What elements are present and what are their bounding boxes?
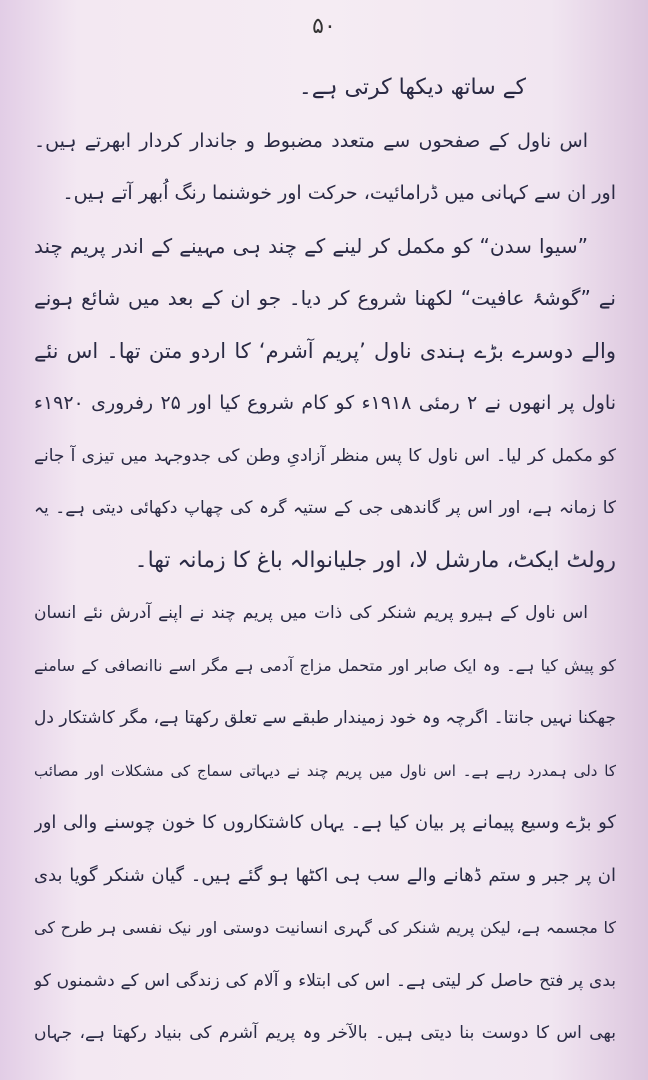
page-number: ۵۰ bbox=[312, 14, 336, 39]
text-line: اس ناول کے صفحوں سے متعدد مضبوط و جاندار کردار ابھرتے ہیں۔ bbox=[34, 129, 588, 152]
text-line: والے دوسرے بڑے ہندی ناول ’پریم آشرم‘ کا اردو متن تھا۔ اس نئے bbox=[34, 338, 616, 363]
text-line: ناول پر انھوں نے ۲ رمئی ۱۹۱۸ء کو کام شروع کیا اور ۲۵ رفروری ۱۹۲۰ء bbox=[34, 392, 616, 414]
text-line: کا دلی ہمدرد رہے ہے۔ اس ناول میں پریم چند نے دیہاتی سماج کی مشکلات اور مصائب bbox=[34, 761, 616, 780]
text-line: کو پیش کیا ہے۔ وہ ایک صابر اور متحمل مزاج آدمی ہے مگر اسے ناانصافی کے سامنے bbox=[34, 655, 616, 675]
text-line: رولٹ ایکٹ، مارشل لا، اور جلیانوالہ باغ کا زمانہ تھا۔ bbox=[134, 547, 616, 573]
text-line: ان پر جبر و ستم ڈھانے والے سب ہی اکٹھا ہو گئے ہیں۔ گیان شنکر گویا بدی bbox=[34, 864, 616, 886]
text-line: بدی پر فتح حاصل کر لیتی ہے۔ اس کی ابتلاء و آلام کی زندگی اس کے دشمنوں کو bbox=[34, 970, 616, 991]
text-line: کو بڑے وسیع پیمانے پر بیان کیا ہے۔ یہاں کاشتکاروں کا خون چوسنے والی اور bbox=[34, 812, 616, 833]
text-line: جھکنا نہیں جانتا۔ اگرچہ وہ خود زمیندار طبقے سے تعلق رکھتا ہے، مگر کاشتکار دل bbox=[34, 708, 616, 728]
text-line: اس ناول کے ہیرو پریم شنکر کی ذات میں پریم چند نے اپنے آدرش نئے انسان bbox=[34, 603, 588, 623]
text-line: کو مکمل کر لیا۔ اس ناول کا پس منظر آزادیِ وطن کی جدوجہد میں تیزی آ جانے bbox=[34, 445, 616, 466]
text-line: نے ”گوشۂ عافیت“ لکھنا شروع کر دیا۔ جو ان کے بعد میں شائع ہونے bbox=[34, 286, 616, 310]
text-line: کا مجسمہ ہے، لیکن پریم شنکر کی گہری انسانیت دوستی اور نیک نفسی ہر طرح کی bbox=[34, 918, 616, 937]
body-text bbox=[34, 62, 616, 1060]
text-line: بھی اس کا دوست بنا دیتی ہیں۔ بالآخر وہ پریم آشرم کی بنیاد رکھتا ہے، جہاں bbox=[34, 1023, 616, 1043]
text-line: کا زمانہ ہے، اور اس پر گاندھی جی کے ستیہ گرہ کی چھاپ دکھائی دیتی ہے۔ یہ bbox=[34, 498, 616, 518]
text-line: ”سیوا سدن“ کو مکمل کر لینے کے چند ہی مہینے کے اندر پریم چند bbox=[34, 233, 588, 258]
text-line: کے ساتھ دیکھا کرتی ہے۔ bbox=[298, 75, 526, 100]
text-line: اور ان سے کہانی میں ڈرامائیت، حرکت اور خوشنما رنگ اُبھر آتے ہیں۔ bbox=[62, 182, 616, 204]
